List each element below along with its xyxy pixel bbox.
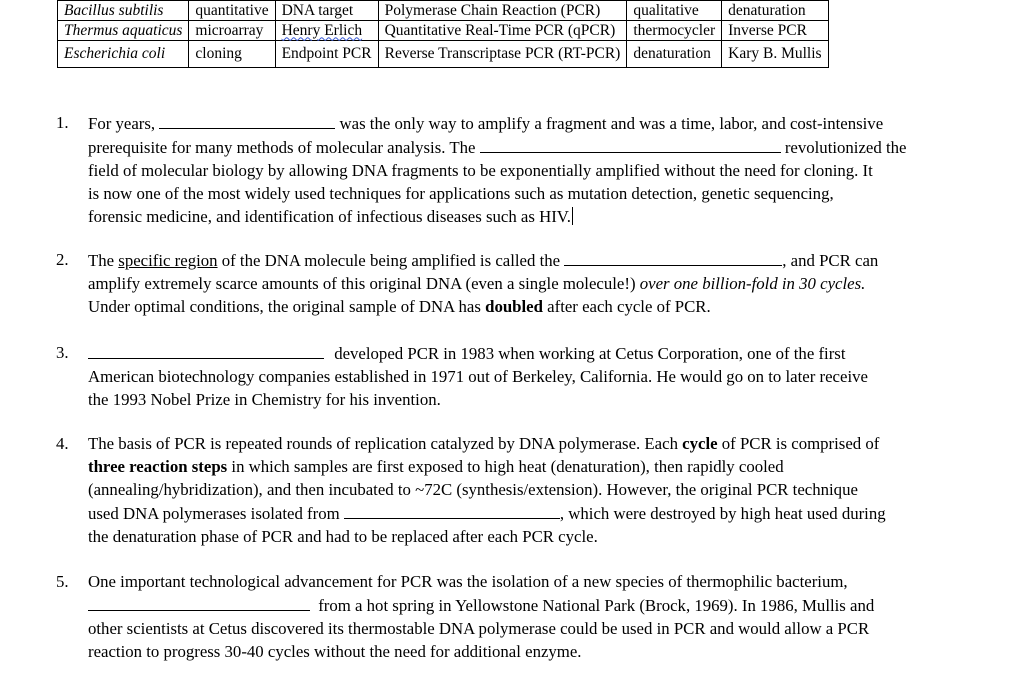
- q5-text: reaction to progress 30-40 cycles without the need for additional enzyme.: [88, 642, 582, 661]
- q4-bold-text: cycle: [682, 434, 718, 453]
- q4-text: used DNA polymerases isolated from: [88, 504, 340, 523]
- word-bank-cell: Bacillus subtilis: [58, 1, 189, 21]
- question-3: [88, 341, 968, 411]
- q4-bold-text: three reaction steps: [88, 457, 228, 476]
- word-bank-cell: denaturation: [627, 41, 722, 68]
- word-bank-cell: Escherichia coli: [58, 41, 189, 68]
- q4-text: in which samples are first exposed to high heat (denaturation), then rapidly cooled: [231, 457, 784, 476]
- question-number: 2.: [56, 250, 69, 269]
- question-number: 5.: [56, 572, 69, 591]
- q2-underlined-text: specific region: [118, 251, 218, 270]
- q2-bold-text: doubled: [485, 297, 543, 316]
- q1-text: forensic medicine, and identification of infectious diseases such as HIV.: [88, 207, 571, 226]
- word-bank-cell: Quantitative Real-Time PCR (qPCR): [378, 21, 627, 41]
- question-1: [88, 111, 968, 228]
- question-5: [88, 570, 968, 663]
- answer-blank[interactable]: [564, 248, 782, 266]
- q2-text: of the DNA molecule being amplified is called the: [221, 251, 561, 270]
- q1-text: was the only way to amplify a fragment and was a time, labor, and cost-intensive: [339, 114, 884, 133]
- q4-text: the denaturation phase of PCR and had to be replaced after each PCR cycle.: [88, 527, 598, 546]
- answer-blank[interactable]: [344, 501, 560, 519]
- q4-text: , which were destroyed by high heat used during: [559, 504, 886, 523]
- word-bank-text: Henry Erlich: [281, 21, 363, 39]
- q1-text: is now one of the most widely used techniques for applications such as mutation detection, genetic sequencing,: [88, 184, 834, 203]
- q2-italic-text: over one billion-fold in 30 cycles.: [639, 274, 866, 293]
- word-bank-cell: [275, 21, 378, 41]
- word-bank-cell: qualitative: [627, 1, 722, 21]
- word-bank-row: [58, 1, 829, 21]
- word-bank-cell: Thermus aquaticus: [58, 21, 189, 41]
- q4-text: The basis of PCR is repeated rounds of replication catalyzed by DNA polymerase. Each: [88, 434, 678, 453]
- word-bank-cell: Polymerase Chain Reaction (PCR): [378, 1, 627, 21]
- word-bank-cell: quantitative: [189, 1, 275, 21]
- word-bank-cell: Inverse PCR: [722, 21, 828, 41]
- q5-text: One important technological advancement for PCR was the isolation of a new species of thermophilic bacterium,: [88, 572, 848, 591]
- word-bank-table: [57, 0, 829, 68]
- word-bank-cell: microarray: [189, 21, 275, 41]
- answer-blank[interactable]: [480, 135, 781, 153]
- q3-text: developed PCR in 1983 when working at Cetus Corporation, one of the first: [334, 344, 846, 363]
- q2-text: , and PCR can: [782, 251, 879, 270]
- question-2: [88, 248, 968, 318]
- q2-text: Under optimal conditions, the original sample of DNA has: [88, 297, 481, 316]
- q3-text: the 1993 Nobel Prize in Chemistry for his invention.: [88, 390, 441, 409]
- word-bank-row: [58, 41, 829, 68]
- word-bank-cell: thermocycler: [627, 21, 722, 41]
- word-bank-cell: Kary B. Mullis: [722, 41, 828, 68]
- answer-blank[interactable]: [88, 341, 324, 359]
- answer-blank[interactable]: [159, 111, 335, 129]
- q2-text: amplify extremely scarce amounts of this original DNA (even a single molecule!): [88, 274, 636, 293]
- word-bank-cell: DNA target: [275, 1, 378, 21]
- q2-text: The: [88, 251, 115, 270]
- word-bank-row: [58, 21, 829, 41]
- text-cursor: [572, 207, 573, 225]
- q4-text: of PCR is comprised of: [721, 434, 880, 453]
- answer-blank[interactable]: [88, 593, 310, 611]
- q1-text: revolutionized the: [784, 138, 907, 157]
- q5-text: from a hot spring in Yellowstone National Park (Brock, 1969). In 1986, Mullis and: [318, 596, 875, 615]
- q5-text: other scientists at Cetus discovered its thermostable DNA polymerase could be used in PCR and would allow a PCR: [88, 619, 870, 638]
- q1-text: field of molecular biology by allowing DNA fragments to be exponentially amplified without the need for cloning. It: [88, 161, 873, 180]
- word-bank-cell: Reverse Transcriptase PCR (RT-PCR): [378, 41, 627, 68]
- q2-text: after each cycle of PCR.: [547, 297, 711, 316]
- question-4: [88, 432, 968, 548]
- question-number: 1.: [56, 113, 69, 132]
- question-number: 4.: [56, 434, 69, 453]
- word-bank-cell: denaturation: [722, 1, 828, 21]
- question-number: 3.: [56, 343, 69, 362]
- q1-text: prerequisite for many methods of molecular analysis. The: [88, 138, 476, 157]
- q4-text: (annealing/hybridization), and then incubated to ~72C (synthesis/extension). However, the original PCR technique: [88, 480, 858, 499]
- word-bank-cell: cloning: [189, 41, 275, 68]
- q1-text: For years,: [88, 114, 156, 133]
- q3-text: American biotechnology companies established in 1971 out of Berkeley, California. He would go on to later receive: [88, 367, 868, 386]
- word-bank-cell: Endpoint PCR: [275, 41, 378, 68]
